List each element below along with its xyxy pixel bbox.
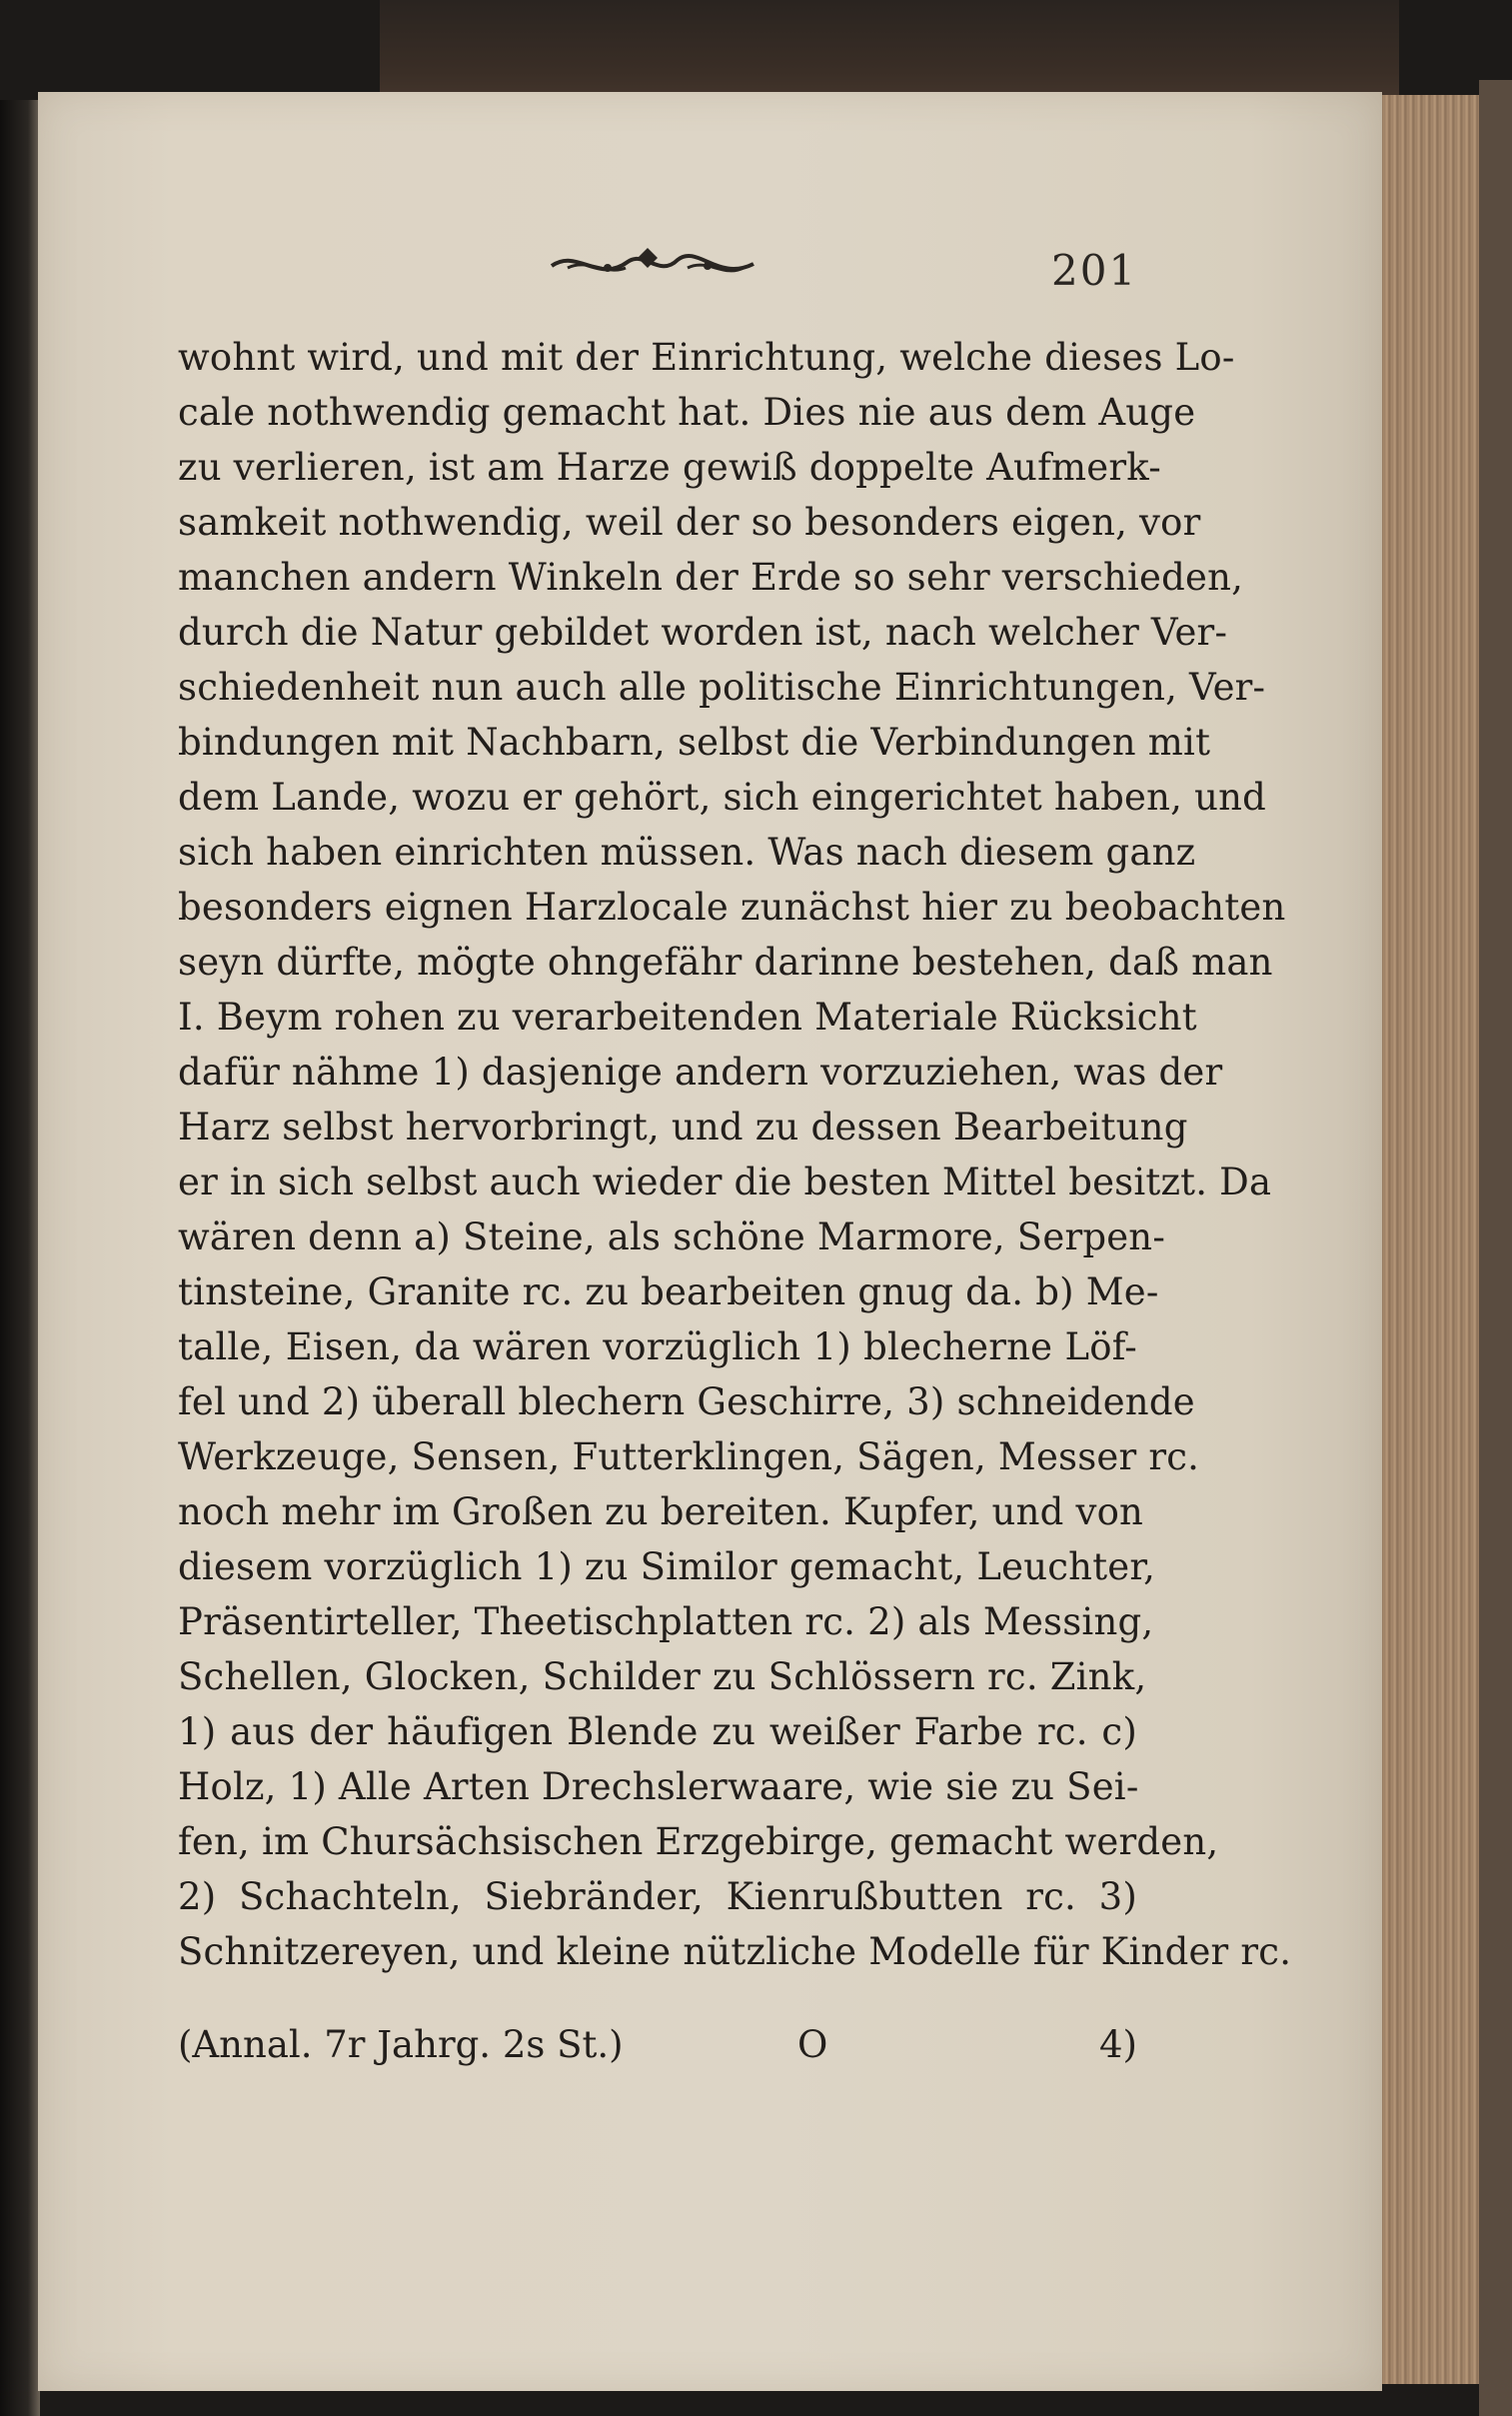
- text-line: Holz, 1) Alle Arten Drechslerwaare, wie sie zu Sei-: [178, 1765, 1139, 1808]
- text-line: bindungen mit Nachbarn, selbst die Verbindungen mit: [178, 721, 1211, 764]
- text-line: er in sich selbst auch wieder die besten Mittel besitzt. Da: [178, 1161, 1272, 1204]
- text-line: besonders eignen Harzlocale zunächst hier zu beobachten: [178, 886, 1286, 929]
- text-line: 1) aus der häufigen Blende zu weißer Farbe rc. c): [178, 1710, 1137, 1753]
- text-line: cale nothwendig gemacht hat. Dies nie aus dem Auge: [178, 391, 1196, 434]
- text-line: dafür nähme 1) dasjenige andern vorzuziehen, was der: [178, 1051, 1223, 1094]
- text-line: Schnitzereyen, und kleine nützliche Modelle für Kinder rc.: [178, 1930, 1292, 1973]
- text-line: noch mehr im Großen zu bereiten. Kupfer, und von: [178, 1490, 1144, 1533]
- book-cover-edge: [1479, 80, 1512, 2416]
- page-number: 201: [1051, 246, 1138, 295]
- facing-page-edge: [0, 100, 40, 2416]
- text-line: dem Lande, wozu er gehört, sich eingerichtet haben, und: [178, 776, 1267, 819]
- text-line: 2) Schachteln, Siebränder, Kienrußbutten rc. 3): [178, 1875, 1137, 1918]
- text-line: wohnt wird, und mit der Einrichtung, welche dieses Lo-: [178, 336, 1235, 379]
- catchword: 4): [1099, 2023, 1137, 2066]
- text-line: tinsteine, Granite rc. zu bearbeiten gnug da. b) Me-: [178, 1270, 1159, 1313]
- text-line: manchen andern Winkeln der Erde so sehr verschieden,: [178, 556, 1244, 599]
- text-line: talle, Eisen, da wären vorzüglich 1) blecherne Löf-: [178, 1325, 1137, 1368]
- page-footer: [178, 2017, 1137, 2072]
- text-line: Schellen, Glocken, Schilder zu Schlössern rc. Zink,: [178, 1655, 1147, 1698]
- text-line: I. Beym rohen zu verarbeitenden Materiale Rücksicht: [178, 996, 1197, 1039]
- text-line: sich haben einrichten müssen. Was nach diesem ganz: [178, 831, 1196, 874]
- text-line: diesem vorzüglich 1) zu Similor gemacht, Leuchter,: [178, 1545, 1156, 1588]
- text-line: wären denn a) Steine, als schöne Marmore, Serpen-: [178, 1215, 1166, 1258]
- text-line: schiedenheit nun auch alle politische Einrichtungen, Ver-: [178, 666, 1266, 709]
- printer-ornament-icon: [548, 238, 757, 294]
- signature-title: (Annal. 7r Jahrg. 2s St.): [178, 2023, 624, 2066]
- text-line: zu verlieren, ist am Harze gewiß doppelte Aufmerk-: [178, 446, 1161, 489]
- text-line: fel und 2) überall blechern Geschirre, 3) schneidende: [178, 1380, 1195, 1423]
- text-line: Präsentirteller, Theetischplatten rc. 2) als Messing,: [178, 1600, 1154, 1643]
- text-line: seyn dürfte, mögte ohngefähr darinne bestehen, daß man: [178, 941, 1273, 984]
- signature-mark: O: [797, 2023, 828, 2066]
- body-text: [178, 330, 1292, 1979]
- text-line: Harz selbst hervorbringt, und zu dessen Bearbeitung: [178, 1106, 1188, 1149]
- text-line: Werkzeuge, Sensen, Futterklingen, Sägen, Messer rc.: [178, 1435, 1200, 1478]
- text-line: durch die Natur gebildet worden ist, nach welcher Ver-: [178, 611, 1228, 654]
- text-line: fen, im Chursächsischen Erzgebirge, gemacht werden,: [178, 1820, 1219, 1863]
- text-line: samkeit nothwendig, weil der so besonders eigen, vor: [178, 501, 1201, 544]
